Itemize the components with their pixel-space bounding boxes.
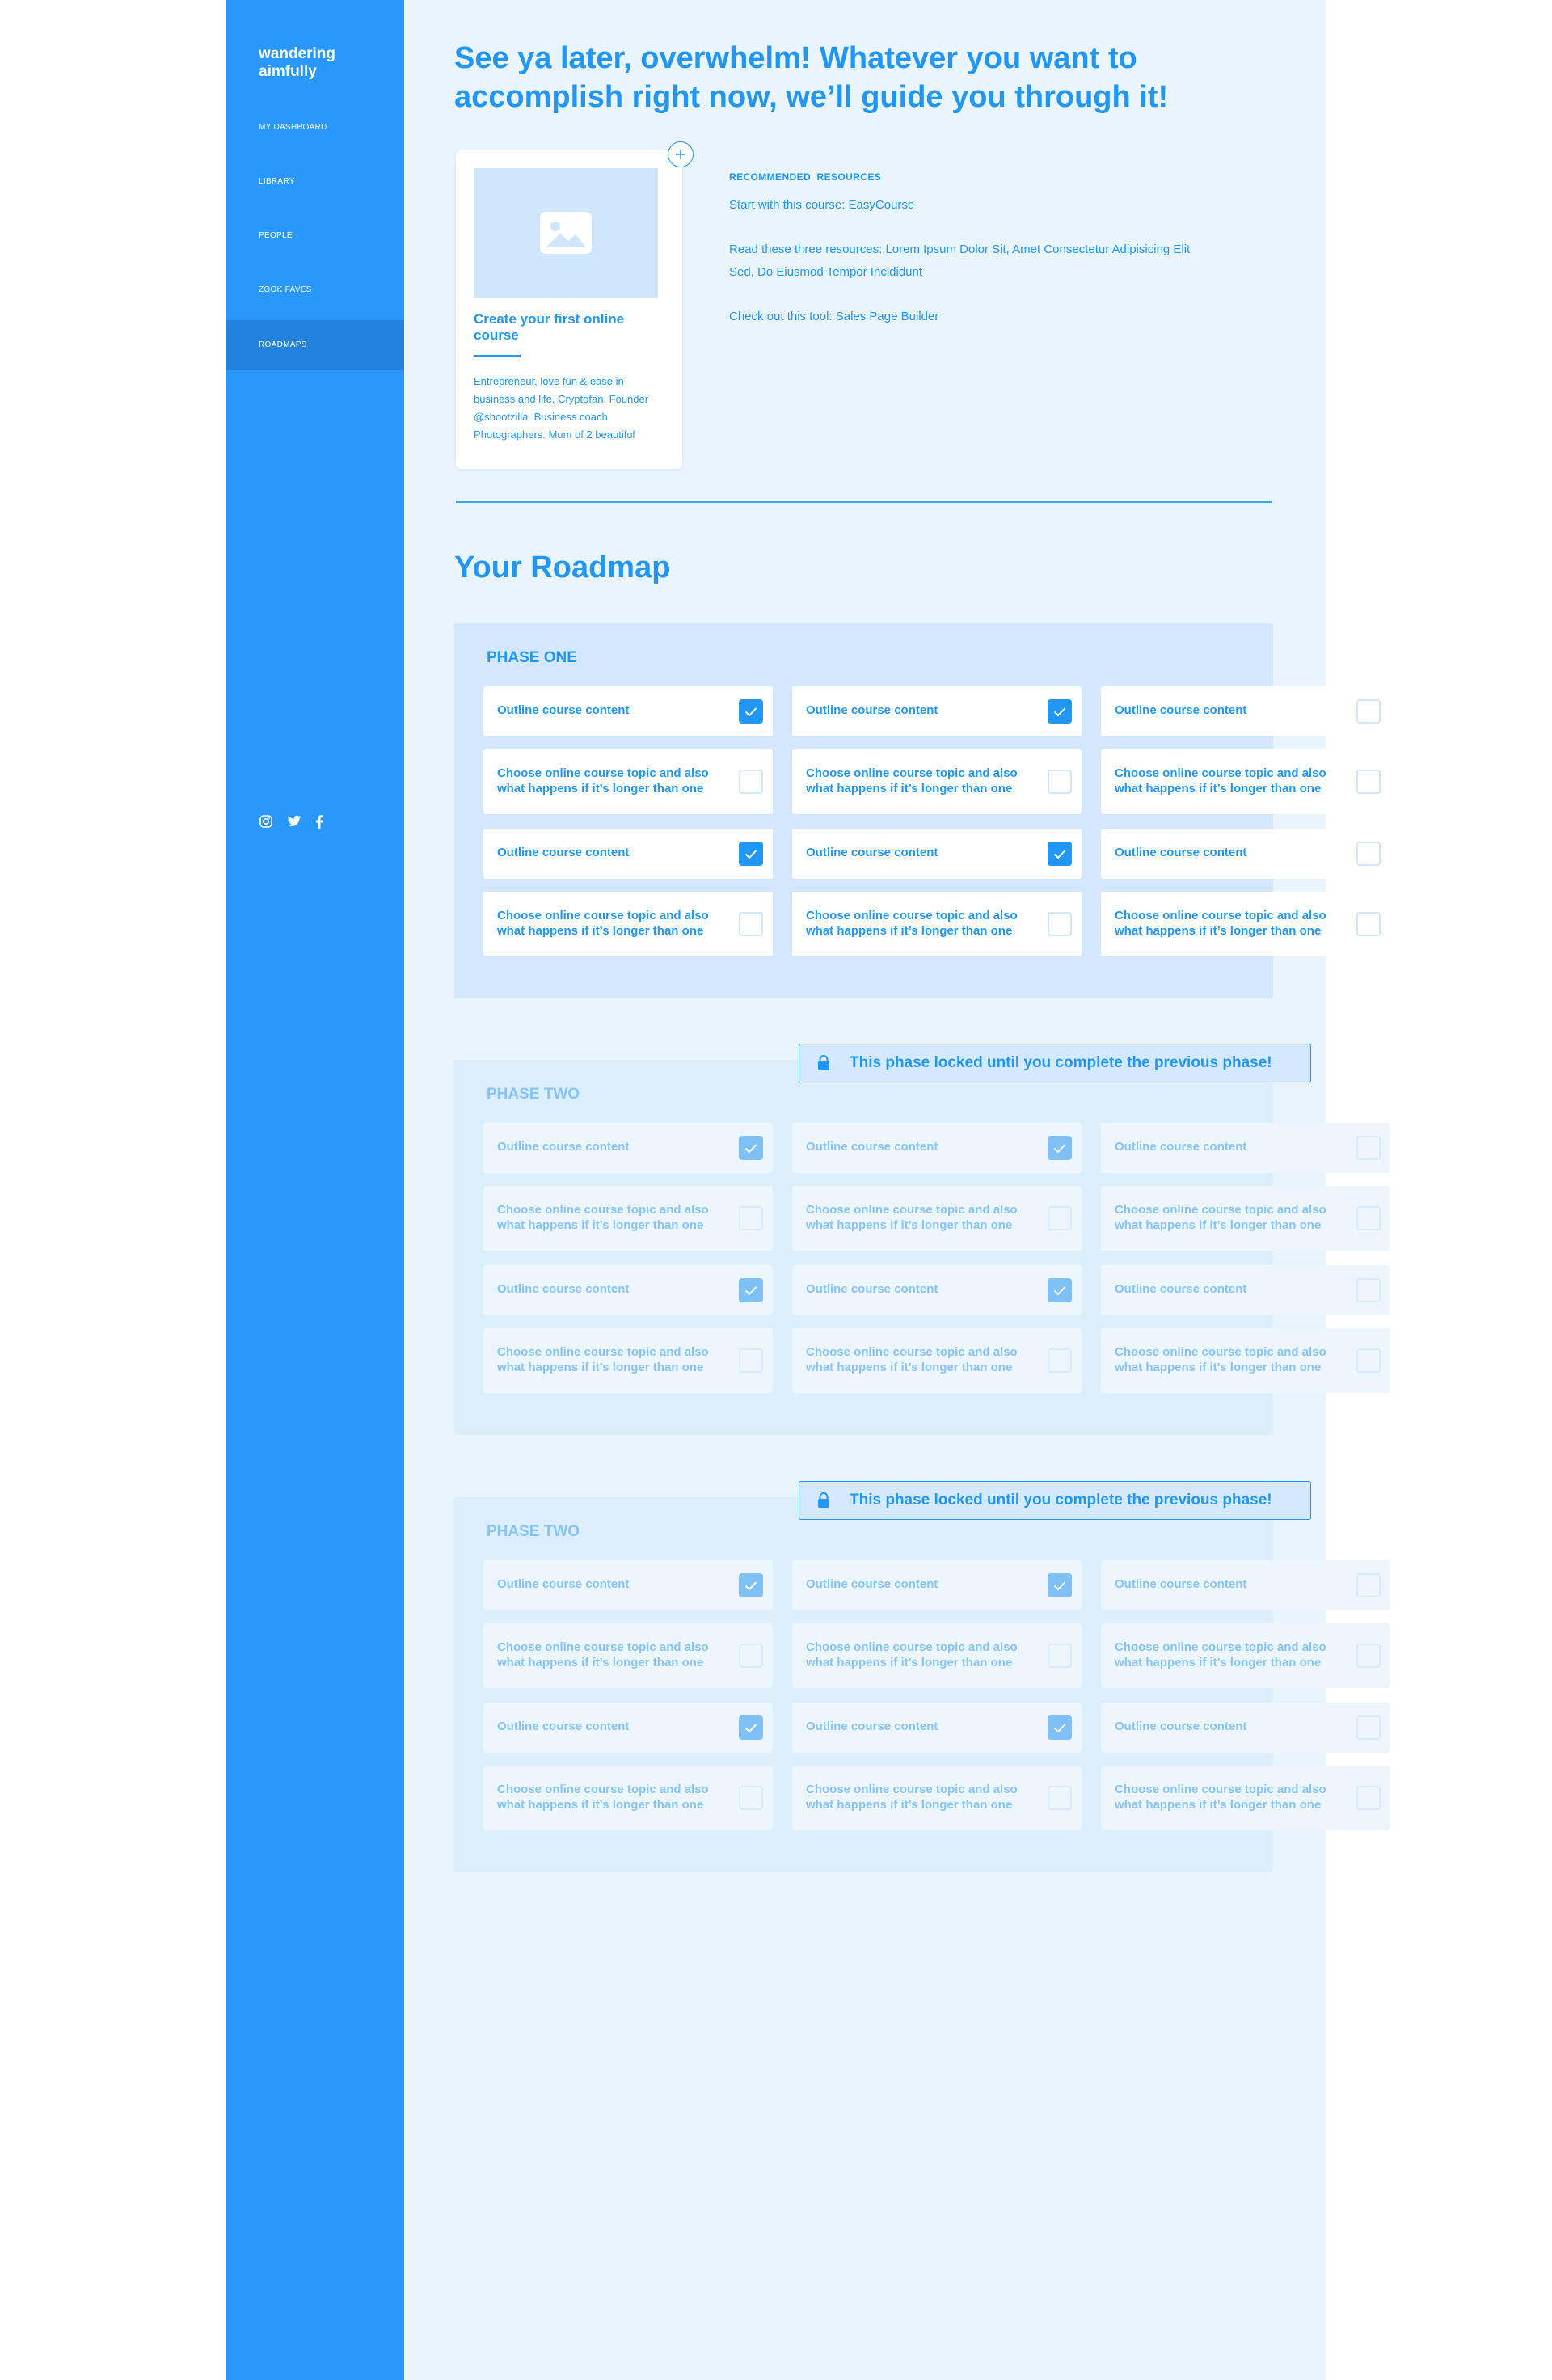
task-checkbox[interactable] [1048, 770, 1072, 794]
task-label: Outline course content [806, 1282, 938, 1296]
task-checkbox-checked [739, 1573, 763, 1597]
card-title-underline [474, 355, 521, 357]
task-checkbox [1048, 1644, 1072, 1668]
task-label: Outline course content [806, 1577, 938, 1591]
image-icon [538, 209, 594, 256]
task-label: Choose online course topic and also what happens if it’s longer than one [497, 1640, 709, 1669]
task-label: Choose online course topic and also what happens if it’s longer than one [497, 909, 709, 938]
card-description: Entrepreneur, love fun & ease in business and life. Cryptofan. Founder @shootzilla. Business coach Photographers. Mum of 2 beautiful [474, 375, 649, 441]
phase-locked-message: This phase locked until you complete the previous phase! [850, 1054, 1272, 1071]
task-checkbox [1048, 1206, 1072, 1230]
task-row [483, 1703, 1410, 1753]
check-icon [1053, 707, 1066, 717]
check-icon [744, 1723, 757, 1733]
task-card [483, 1328, 773, 1393]
task-label: Choose online course topic and also what happens if it’s longer than one [1115, 1783, 1326, 1812]
brand-line-2: aimfully [259, 63, 317, 80]
task-checkbox[interactable] [739, 770, 763, 794]
check-icon [1053, 849, 1066, 859]
course-card[interactable] [456, 150, 682, 469]
task-card [792, 1123, 1082, 1173]
task-card[interactable] [483, 686, 773, 736]
task-checkbox [1356, 1573, 1381, 1597]
task-checkbox [1048, 1348, 1072, 1373]
task-card [792, 1766, 1082, 1830]
task-checkbox [739, 1206, 763, 1230]
task-label: Outline course content [497, 1282, 630, 1296]
task-card [1101, 1186, 1390, 1251]
card-title[interactable]: Create your first online course [474, 311, 625, 343]
task-card [1101, 1703, 1390, 1753]
task-checkbox [1048, 1786, 1072, 1810]
task-card [1101, 1766, 1390, 1830]
task-card [483, 1766, 773, 1830]
task-card [1101, 1328, 1390, 1393]
task-label: Outline course content [497, 1720, 630, 1733]
sidebar-item-roadmaps[interactable]: ROADMAPS [226, 320, 404, 370]
task-row [483, 686, 1410, 736]
sidebar-item-my-dashboard[interactable]: MY DASHBOARD [259, 123, 327, 132]
task-row [483, 1265, 1410, 1315]
task-label: Choose online course topic and also what happens if it’s longer than one [1115, 1203, 1326, 1232]
task-label: Outline course content [1115, 846, 1247, 859]
task-card[interactable] [792, 829, 1082, 879]
task-card [483, 1560, 773, 1610]
phase-panel [454, 623, 1326, 998]
task-row [483, 749, 1410, 814]
task-checkbox-checked [739, 1278, 763, 1302]
task-card [483, 1186, 773, 1251]
phase-label: PHASE TWO [487, 1523, 580, 1540]
task-checkbox[interactable] [1356, 912, 1381, 936]
task-card [483, 1623, 773, 1688]
phase-label: PHASE ONE [487, 649, 577, 666]
brand-line-1: wandering [259, 45, 336, 62]
sidebar [226, 0, 404, 2380]
task-row [483, 1766, 1410, 1830]
resource-course-link[interactable]: Start with this course: EasyCourse [729, 198, 915, 212]
phase-locked-banner [799, 1481, 1311, 1520]
plus-icon [675, 149, 686, 160]
task-label: Outline course content [806, 703, 938, 717]
task-checkbox [1356, 1206, 1381, 1230]
check-icon [744, 1285, 757, 1296]
task-checkbox [1356, 1644, 1381, 1668]
check-icon [1053, 1143, 1066, 1154]
task-row [483, 1328, 1410, 1393]
sidebar-item-zook-faves[interactable]: ZOOK FAVES [259, 285, 312, 294]
task-card[interactable] [1101, 892, 1390, 956]
task-checkbox-checked [1048, 1136, 1072, 1160]
task-label: Outline course content [806, 846, 938, 859]
resources-heading: RECOMMENDED RESOURCES [729, 171, 882, 183]
check-icon [1053, 1580, 1066, 1591]
task-card [1101, 1560, 1390, 1610]
task-label: Outline course content [497, 846, 630, 859]
task-label: Outline course content [497, 1577, 630, 1591]
task-label: Choose online course topic and also what happens if it’s longer than one [497, 1203, 709, 1232]
task-card [483, 1123, 773, 1173]
task-label: Choose online course topic and also what happens if it’s longer than one [1115, 909, 1326, 938]
phase-locked-banner [799, 1044, 1311, 1082]
task-checkbox-checked[interactable] [1048, 699, 1072, 724]
card-image-placeholder [474, 168, 658, 298]
task-label: Outline course content [1115, 1577, 1247, 1591]
task-checkbox[interactable] [1356, 770, 1381, 794]
task-checkbox [739, 1786, 763, 1810]
task-label: Choose online course topic and also what happens if it’s longer than one [806, 1203, 1018, 1232]
instagram-icon[interactable] [259, 814, 273, 829]
app-root [226, 0, 1326, 2380]
add-course-button[interactable] [668, 141, 694, 167]
task-card [792, 1623, 1082, 1688]
task-label: Choose online course topic and also what happens if it’s longer than one [1115, 1640, 1326, 1669]
task-card [792, 1560, 1082, 1610]
social-links [259, 814, 323, 829]
sidebar-item-people[interactable]: PEOPLE [259, 231, 293, 240]
task-checkbox [1356, 1278, 1381, 1302]
task-row [483, 829, 1410, 879]
task-label: Choose online course topic and also what happens if it’s longer than one [806, 1783, 1018, 1812]
roadmap-title: Your Roadmap [454, 551, 671, 584]
check-icon [744, 1143, 757, 1154]
task-checkbox-checked [1048, 1278, 1072, 1302]
recommended-resources [729, 171, 1214, 350]
lock-icon [817, 1055, 830, 1071]
task-card[interactable] [792, 686, 1082, 736]
check-icon [744, 849, 757, 859]
check-icon [1053, 1285, 1066, 1296]
task-label: Outline course content [1115, 1720, 1247, 1733]
sidebar-item-library[interactable]: LIBRARY [259, 177, 295, 186]
task-label: Outline course content [497, 1140, 630, 1154]
task-label: Choose online course topic and also what happens if it’s longer than one [1115, 766, 1326, 795]
resource-reading-links[interactable]: Read these three resources: Lorem Ipsum Dolor Sit, Amet Consectetur Adipisicing Elit Sed, Do Eiusmod Tempor Incididunt [729, 243, 1191, 279]
task-checkbox [1356, 1786, 1381, 1810]
phase-locked-message: This phase locked until you complete the previous phase! [850, 1492, 1272, 1509]
task-card [792, 1328, 1082, 1393]
task-label: Choose online course topic and also what happens if it’s longer than one [497, 1783, 709, 1812]
check-icon [744, 707, 757, 717]
section-divider [456, 501, 1272, 503]
task-card[interactable] [792, 892, 1082, 956]
task-checkbox-checked [1048, 1573, 1072, 1597]
task-card[interactable] [792, 749, 1082, 814]
task-checkbox[interactable] [1356, 699, 1381, 724]
task-card [792, 1186, 1082, 1251]
task-row [483, 1560, 1410, 1610]
task-checkbox[interactable] [739, 912, 763, 936]
task-checkbox-checked [1048, 1715, 1072, 1740]
task-label: Choose online course topic and also what happens if it’s longer than one [806, 1640, 1018, 1669]
task-checkbox [1356, 1348, 1381, 1373]
phase-panel [454, 1060, 1326, 1435]
task-label: Outline course content [806, 1720, 938, 1733]
facebook-icon[interactable] [315, 815, 323, 829]
resource-tool-link[interactable]: Check out this tool: Sales Page Builder [729, 310, 939, 323]
task-checkbox-checked [739, 1136, 763, 1160]
task-card[interactable] [483, 892, 773, 956]
task-card [483, 1265, 773, 1315]
task-card[interactable] [483, 829, 773, 879]
task-card [1101, 1623, 1390, 1688]
task-card [1101, 1123, 1390, 1173]
task-label: Outline course content [497, 703, 630, 717]
task-label: Outline course content [1115, 1282, 1247, 1296]
task-label: Choose online course topic and also what happens if it’s longer than one [806, 766, 1018, 795]
main-content [404, 0, 1326, 2380]
task-checkbox[interactable] [1356, 842, 1381, 866]
task-card[interactable] [1101, 829, 1390, 879]
task-row [483, 1123, 1410, 1173]
task-label: Choose online course topic and also what happens if it’s longer than one [497, 1345, 709, 1374]
task-checkbox-checked[interactable] [1048, 842, 1072, 866]
task-card[interactable] [483, 749, 773, 814]
task-checkbox[interactable] [1048, 912, 1072, 936]
task-label: Outline course content [806, 1140, 938, 1154]
task-card [1101, 1265, 1390, 1315]
task-checkbox [739, 1644, 763, 1668]
brand-logo[interactable] [259, 45, 335, 81]
task-label: Choose online course topic and also what happens if it’s longer than one [497, 766, 709, 795]
task-checkbox [1356, 1136, 1381, 1160]
task-label: Choose online course topic and also what happens if it’s longer than one [806, 1345, 1018, 1374]
task-checkbox-checked[interactable] [739, 699, 763, 724]
phase-label: PHASE TWO [487, 1086, 580, 1103]
check-icon [744, 1580, 757, 1591]
page-headline: See ya later, overwhelm! Whatever you want to accomplish right now, we’ll guide you through it! [454, 41, 1169, 114]
task-checkbox-checked [739, 1715, 763, 1740]
task-row [483, 892, 1410, 956]
phase-panel [454, 1497, 1326, 1872]
task-label: Outline course content [1115, 703, 1247, 717]
task-card [792, 1703, 1082, 1753]
task-card [483, 1703, 773, 1753]
task-card[interactable] [1101, 686, 1390, 736]
task-label: Choose online course topic and also what happens if it’s longer than one [806, 909, 1018, 938]
check-icon [1053, 1723, 1066, 1733]
lock-icon [817, 1492, 830, 1509]
task-row [483, 1623, 1410, 1688]
task-checkbox-checked[interactable] [739, 842, 763, 866]
task-row [483, 1186, 1410, 1251]
task-card[interactable] [1101, 749, 1390, 814]
task-label: Choose online course topic and also what happens if it’s longer than one [1115, 1345, 1326, 1374]
task-card [792, 1265, 1082, 1315]
task-checkbox [1356, 1715, 1381, 1740]
twitter-icon[interactable] [287, 815, 302, 828]
task-label: Outline course content [1115, 1140, 1247, 1154]
task-checkbox [739, 1348, 763, 1373]
